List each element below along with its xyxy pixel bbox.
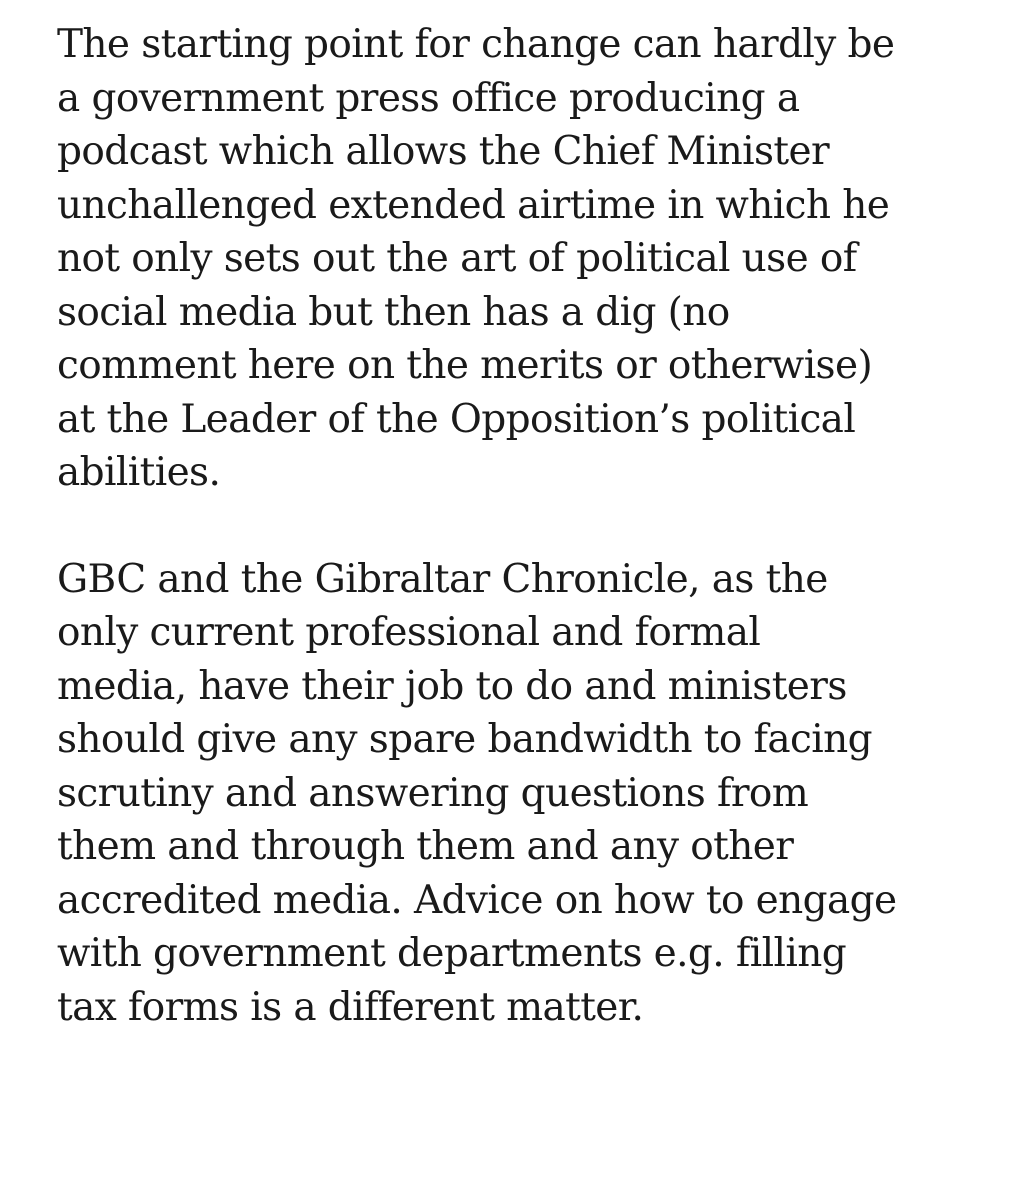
- text-line: only current professional and formal: [57, 610, 761, 655]
- text-line: abilities.: [57, 450, 221, 495]
- text-line: tax forms is a different matter.: [57, 984, 644, 1030]
- text-line: podcast which allows the Chief Minister: [57, 129, 830, 174]
- text-line: a government press office producing a: [57, 75, 800, 121]
- article-body: [57, 18, 1017, 1034]
- text-line: social media but then has a dig (no: [57, 289, 730, 335]
- text-line: GBC and the Gibraltar Chronicle, as the: [57, 556, 828, 602]
- text-line: media, have their job to do and ministers: [57, 663, 847, 709]
- text-line: at the Leader of the Opposition’s political: [57, 396, 856, 442]
- text-line: not only sets out the art of political use of: [57, 236, 857, 281]
- text-line: should give any spare bandwidth to facing: [57, 717, 873, 762]
- text-line: The starting point for change can hardly be: [57, 22, 895, 67]
- text-line: comment here on the merits or otherwise): [57, 343, 873, 388]
- text-line: scrutiny and answering questions from: [57, 770, 809, 816]
- text-line: with government departments e.g. filling: [57, 931, 847, 976]
- paragraph-1: [57, 18, 1017, 500]
- text-line: them and through them and any other: [57, 824, 794, 869]
- paragraph-2: [57, 553, 1017, 1035]
- text-line: unchallenged extended airtime in which he: [57, 182, 890, 228]
- text-line: accredited media. Advice on how to engage: [57, 877, 897, 923]
